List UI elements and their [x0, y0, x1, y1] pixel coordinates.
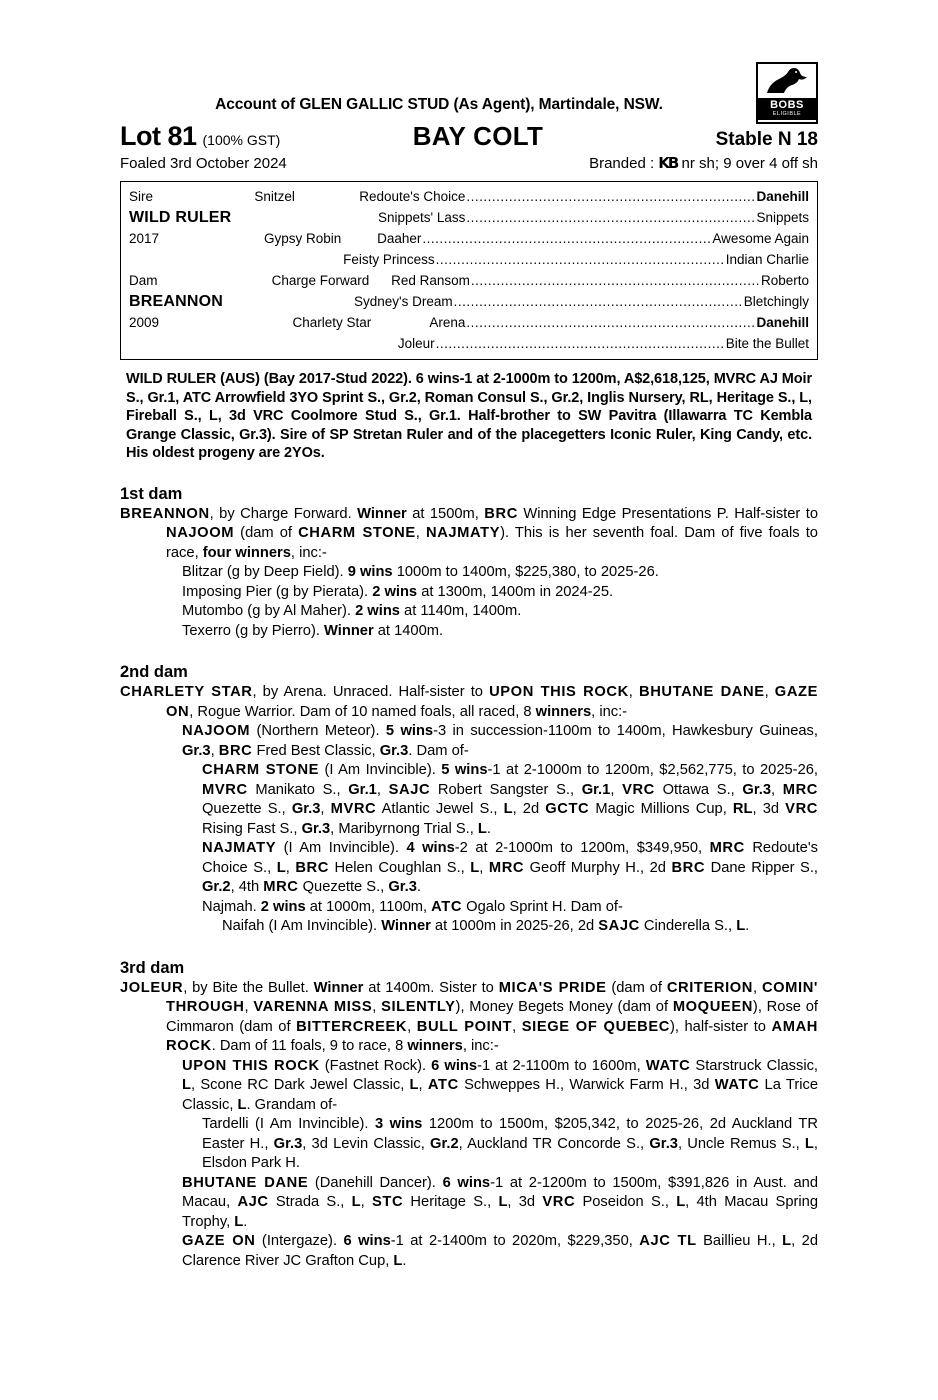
- lot-number: Lot 81: [120, 121, 197, 151]
- pedigree-c1: [129, 249, 246, 270]
- branded-info: [589, 154, 818, 172]
- foaled-date: Foaled 3rd October 2024: [120, 155, 287, 172]
- sire-name: WILD RULER: [129, 209, 232, 226]
- pedigree-c3: [354, 291, 809, 312]
- pedigree-c3: [343, 249, 809, 270]
- pedigree-c3: [429, 312, 809, 333]
- pedigree-c3: [378, 207, 809, 228]
- account-line: Account of GLEN GALLIC STUD (As Agent), Martindale, NSW.: [215, 96, 663, 113]
- pedigree-tail: Danehill: [756, 189, 809, 204]
- pedigree-lead: Red Ransom: [391, 273, 470, 288]
- pedigree-tail: Roberto: [760, 273, 809, 288]
- pedigree-lead: Sydney's Dream: [354, 294, 453, 309]
- pedigree-lead: Snippets' Lass: [378, 210, 466, 225]
- pedigree-c3: [398, 333, 809, 354]
- pedigree-c2: [275, 333, 398, 354]
- progeny-item: GAZE ON (Intergaze). 6 wins-1 at 2-1400m to 2020m, $229,350, AJC TL Baillieu H., L, 2d Clarence River JC Grafton Cup, L.: [182, 1233, 818, 1269]
- progeny-item: UPON THIS ROCK (Fastnet Rock). 6 wins-1 at 2-1100m to 1600m, WATC Starstruck Classic, L, Scone RC Dark Jewel Classic, L, ATC Schweppes H., Warwick Farm H., 3d WATC La Trice Classic, L. Grandam of-: [182, 1057, 819, 1113]
- pedigree-row: [129, 291, 809, 312]
- pedigree-c3: [391, 270, 809, 291]
- pedigree-c2: Charlety Star: [292, 315, 372, 330]
- pedigree-c3: [359, 186, 809, 207]
- pedigree-row: [129, 249, 809, 270]
- pedigree-c1: 2009: [129, 315, 160, 330]
- brand-glyph: KB: [658, 154, 678, 172]
- pedigree-tail: Danehill: [756, 315, 809, 330]
- leader-dots: ....................................................................: [466, 315, 756, 330]
- bobs-subtitle: ELIGIBLE: [758, 111, 816, 120]
- bobs-logo: [756, 62, 818, 124]
- pedigree-row: [129, 186, 809, 207]
- pedigree-row: [129, 270, 809, 291]
- horse-icon: [758, 64, 816, 98]
- pedigree-row: [129, 228, 809, 249]
- leader-dots: ....................................................................: [422, 231, 712, 246]
- pedigree-c2: [251, 291, 354, 312]
- progeny-item: Tardelli (I Am Invincible). 3 wins 1200m to 1500m, $205,342, to 2025-26, 2d Auckland TR Easter H., Gr.3, 3d Levin Classic, Gr.2, Auckland TR Concorde S., Gr.3, Uncle Remus S., L, Elsdon Park H.: [202, 1116, 818, 1171]
- leader-dots: ....................................................................: [466, 189, 756, 204]
- progeny-item: Blitzar (g by Deep Field). 9 wins 1000m to 1400m, $225,380, to 2025-26.: [182, 564, 659, 580]
- leader-dots: ....................................................................: [466, 210, 756, 225]
- progeny-item: Naifah (I Am Invincible). Winner at 1000m in 2025-26, 2d SAJC Cinderella S., L.: [222, 918, 750, 934]
- pedigree-lead: Daaher: [377, 231, 422, 246]
- pedigree-tail: Awesome Again: [712, 231, 809, 246]
- pedigree-row: [129, 207, 809, 228]
- second-dam-heading: 2nd dam: [120, 663, 188, 681]
- first-dam-heading: 1st dam: [120, 484, 183, 503]
- branded-rest: nr sh; 9 over 4 off sh: [681, 155, 818, 172]
- leader-dots: ....................................................................: [453, 294, 743, 309]
- second-dam-text: CHARLETY STAR, by Arena. Unraced. Half-sister to UPON THIS ROCK, BHUTANE DANE, GAZE ON, Rogue Warrior. Dam of 10 named foals, all raced, 8 winners, inc:-: [120, 684, 818, 720]
- pedigree-c3: [377, 228, 809, 249]
- progeny-item: BHUTANE DANE (Danehill Dancer). 6 wins-1 at 2-1200m to 1500m, $391,826 in Aust. and Macau, AJC Strada S., L, STC Heritage S., L, 3d VRC Poseidon S., L, 4th Macau Spring Trophy, L.: [182, 1174, 818, 1230]
- third-dam-heading: 3rd dam: [120, 958, 185, 977]
- progeny-item: CHARM STONE (I Am Invincible). 5 wins-1 at 2-1000m to 1200m, $2,562,775, to 2025-26, MVRC Manikato S., Gr.1, SAJC Robert Sangster S., Gr.1, VRC Ottawa S., Gr.3, MRC Quezette S., Gr.3, MVRC Atlantic Jewel S., L, 2d GCTC Magic Millions Cup, RL, 3d VRC Rising Fast S., Gr.3, Maribyrnong Trial S., L.: [202, 762, 819, 837]
- sire-summary: WILD RULER (AUS) (Bay 2017-Stud 2022). 6 wins-1 at 2-1000m to 1200m, A$2,618,125, MVRC AJ Moir S., Gr.1, ATC Arrowfield 3YO Sprint S., Gr.2, Roman Consul S., Gr.2, Inglis Nursery, RL, Heritage S., L, Fireball S., L, 3d VRC Coolmore Stud S., Gr.1. Half-brother to SW Pavitra (Illawarra TC Kembla Grange Classic, Gr.3). Sire of SP Stretan Ruler and of the placegetters Iconic Ruler, King Candy, etc. His oldest progeny are 2YOs.: [126, 371, 812, 461]
- progeny-item: Mutombo (g by Al Maher). 2 wins at 1140m, 1400m.: [182, 603, 522, 619]
- stable-number: Stable N 18: [715, 129, 818, 150]
- pedigree-c1: 2017: [129, 231, 160, 246]
- leader-dots: ....................................................................: [470, 273, 760, 288]
- pedigree-row: [129, 333, 809, 354]
- leader-dots: ....................................................................: [435, 336, 725, 351]
- first-dam-text: BREANNON, by Charge Forward. Winner at 1500m, BRC Winning Edge Presentations P. Half-sister to NAJOOM (dam of CHARM STONE, NAJMATY). This is her seventh foal. Dam of five foals to race, four winners, inc:-: [120, 505, 818, 561]
- third-dam-text: JOLEUR, by Bite the Bullet. Winner at 1400m. Sister to MICA'S PRIDE (dam of CRITERION, COMIN' THROUGH, VARENNA MISS, SILENTLY), Money Begets Money (dam of MOQUEEN), Rose of Cimmaron (dam of BITTERCREEK, BULL POINT, SIEGE OF QUEBEC), half-sister to AMAH ROCK. Dam of 11 foals, 9 to race, 8 winners, inc:-: [120, 979, 818, 1054]
- progeny-item: Najmah. 2 wins at 1000m, 1100m, ATC Ogalo Sprint H. Dam of-: [202, 898, 623, 915]
- pedigree-tail: Indian Charlie: [725, 252, 809, 267]
- colour-sex: BAY COLT: [412, 121, 544, 151]
- foaled-branded-row: [120, 154, 818, 172]
- lot-header-row: [120, 121, 818, 152]
- progeny-item: Texerro (g by Pierro). Winner at 1400m.: [182, 622, 444, 639]
- pedigree-c2: Snitzel: [254, 189, 295, 204]
- gst-note: (100% GST): [202, 132, 281, 148]
- progeny-item: NAJMATY (I Am Invincible). 4 wins-2 at 2-1000m to 1200m, $349,950, MRC Redoute's Choice S., L, BRC Helen Coughlan S., L, MRC Geoff Murphy H., 2d BRC Dane Ripper S., Gr.2, 4th MRC Quezette S., Gr.3.: [202, 840, 818, 895]
- pedigree-lead: Feisty Princess: [343, 252, 435, 267]
- leader-dots: ....................................................................: [435, 252, 725, 267]
- pedigree-c2: Charge Forward: [271, 273, 370, 288]
- bobs-title: BOBS: [758, 98, 816, 111]
- pedigree-table: [120, 181, 818, 360]
- pedigree-c2: Gypsy Robin: [264, 231, 342, 246]
- pedigree-c2: [246, 249, 344, 270]
- pedigree-c2: [265, 207, 378, 228]
- pedigree-lead: Joleur: [397, 336, 435, 351]
- pedigree-c1: [129, 333, 275, 354]
- pedigree-tail: Bletchingly: [743, 294, 809, 309]
- pedigree-tail: Snippets: [756, 210, 809, 225]
- pedigree-lead: Redoute's Choice: [359, 189, 466, 204]
- progeny-item: NAJOOM (Northern Meteor). 5 wins-3 in succession-1100m to 1400m, Hawkesbury Guineas, Gr.3, BRC Fred Best Classic, Gr.3. Dam of-: [182, 723, 818, 759]
- pedigree-lead: Arena: [429, 315, 466, 330]
- pedigree-tail: Bite the Bullet: [725, 336, 809, 351]
- branded-label: Branded :: [589, 155, 655, 172]
- dam-name: BREANNON: [129, 293, 224, 310]
- pedigree-c1: Sire: [129, 189, 154, 204]
- progeny-item: Imposing Pier (g by Pierata). 2 wins at 1300m, 1400m in 2024-25.: [182, 583, 614, 600]
- pedigree-row: [129, 312, 809, 333]
- pedigree-c1: Dam: [129, 273, 158, 288]
